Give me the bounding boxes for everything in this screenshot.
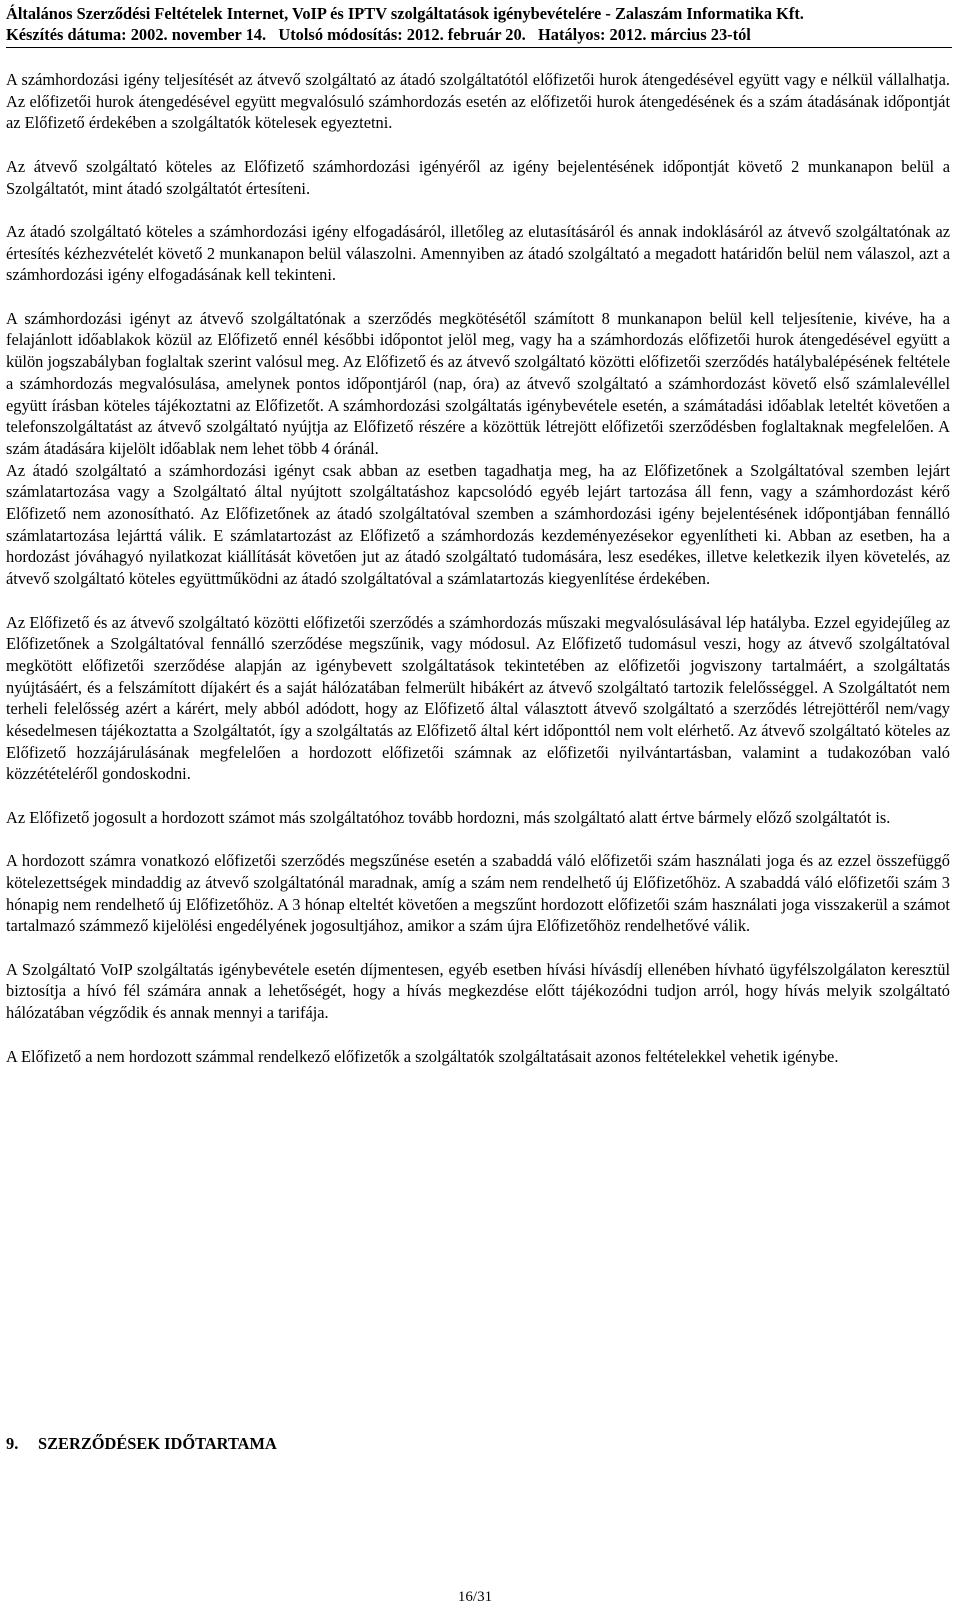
section-title: SZERZŐDÉSEK IDŐTARTAMA <box>38 1434 277 1453</box>
paragraph-number-release: A hordozott számra vonatkozó előfizetői szerződés megszűnése esetén a szabaddá váló előfizetői szám használati joga és az ezzel összefüggő kötelezettségek mindaddig az átvevő szolgáltatónál maradnak, amíg a szám nem rendelhető új Előfizetőhöz. A szabaddá váló előfizetői szám 3 hónapig nem rendelhető új Előfizetőhöz. A 3 hónap elteltét követően a megszűnt hordozott előfizetői szám használati joga visszakerül a számot tartalmazó számmező kijelölési engedélyének jogosultjához, amikor a szám újra Előfizetőhöz rendelhetővé válik. <box>6 851 950 936</box>
paragraph-porting-execution: A számhordozási igény teljesítését az átvevő szolgáltató az átadó szolgáltatótól előfizetői hurok átengedésével együtt vagy e nélkül vállalhatja. Az előfizetői hurok átengedésével együtt megvalósuló számhordozás esetén az előfizetői hurok átengedésének és a szám átadásának időpontját az Előfizető érdekében a szolgáltatók kötelesek egyeztetni. <box>6 70 950 133</box>
document-header <box>6 3 954 45</box>
paragraph-refusal-grounds: Az átadó szolgáltató a számhordozási igényt csak abban az esetben tagadhatja meg, ha az Előfizetőnek a Szolgáltatóval szemben lejárt számlatartozása vagy a Szolgáltató által nyújtott szolgáltatáshoz kapcsolódó egyéb lejárt tartozása áll fenn, vagy a számhordozást kérő Előfizető nem azonosítható. Az Előfizetőnek az átadó szolgáltatóval szemben a számhordozási igény bejelentésének időpontjában fennálló számlatartozása lejárttá válik. E számlatartozást az Előfizető a számhordozás kezdeményezésekor egyenlítheti ki. Abban az esetben, ha a hordozást jóváhagyó nyilatkozat kiállítását követően jut az átadó szolgáltató tudomására, lesz esedékes, illetve keletkezik ilyen követelés, az átvevő szolgáltató köteles együttműködni az átadó szolgáltatóval a számlatartozás kiegyenlítése érdekében. <box>6 460 950 589</box>
section-number: 9. <box>6 1434 19 1453</box>
page-number: 16/31 <box>457 1589 493 1605</box>
header-dates: Készítés dátuma: 2002. november 14. Utolsó módosítás: 2012. február 20. Hatályos: 2012. március 23-tól <box>6 25 751 44</box>
header-title: Általános Szerződési Feltételek Internet, VoIP és IPTV szolgáltatások igénybevételére - Zalaszám Informatika Kft. <box>6 4 804 23</box>
header-divider <box>6 47 952 48</box>
paragraph-further-porting: Az Előfizető jogosult a hordozott számot más szolgáltatóhoz tovább hordozni, más szolgáltató alatt értve bármely előző szolgáltatót is. <box>6 807 891 827</box>
paragraph-contract-effect: Az Előfizető és az átvevő szolgáltató közötti előfizetői szerződés a számhordozás műszaki megvalósulásával lép hatályba. Ezzel egyidejűleg az Előfizetőnek a Szolgáltatóval fennálló szerződése megszűnik, vagy módosul. Az Előfizető tudomásul veszi, hogy az átvevő szolgáltatóval megkötött előfizetői szerződése alapján az igénybevett szolgáltatások tekintetében az előfizetői jogviszony tartalmáért, a szolgáltatás nyújtásáért, és a felszámított díjakért és a saját hálózatában felmerült hibákért az átvevő szolgáltató tartozik felelősséggel. A Szolgáltatót nem terheli felelősség azért a kárért, mely abból adódott, hogy az Előfizető által választott átvevő szolgáltató a szerződés létrejöttéről nem/vagy késedelmesen tájékoztatta a Szolgáltatót, így a szolgáltatás az Előfizető által kért időponttól nem volt elérhető. Az átvevő szolgáltató köteles az Előfizető hozzájárulásának megfelelően a hordozott előfizetői számnak az előfizetői nyilvántartásban, valamint a tudakozóban való közzétételéről gondoskodni. <box>6 612 950 784</box>
paragraph-equal-terms: A Előfizető a nem hordozott számmal rendelkező előfizetők a szolgáltatók szolgáltatásait azonos feltételekkel vehetik igénybe. <box>6 1046 839 1066</box>
paragraph-tariff-info: A Szolgáltató VoIP szolgáltatás igénybevétele esetén díjmentesen, egyéb esetben hívási hívásdíj ellenében hívható ügyfélszolgálaton keresztül biztosítja a hívó fél számára annak a lehetőségét, hogy a hívás megkezdése előtt tájékozódni tudjon arról, hogy hívás melyik szolgáltató hálózatában végződik és annak mennyi a tarifája. <box>6 959 950 1023</box>
paragraph-notification: Az átvevő szolgáltató köteles az Előfizető számhordozási igényéről az igény bejelentésének időpontját követő 2 munkanapon belül a Szolgáltatót, mint átadó szolgáltatót értesíteni. <box>6 156 950 198</box>
paragraph-response: Az átadó szolgáltató köteles a számhordozási igény elfogadásáról, illetőleg az elutasításáról és annak indoklásáról az átvevő szolgáltatónak az értesítés kézhezvételét követő 2 munkanapon belül válaszolni. Amennyiben az átadó szolgáltató a megadott határidőn belül nem válaszol, azt a számhordozási igény elfogadásának kell tekinteni. <box>6 221 950 285</box>
section-heading <box>6 1433 277 1455</box>
paragraph-fulfilment-deadline: A számhordozási igényt az átvevő szolgáltatónak a szerződés megkötésétől számított 8 munkanapon belül kell teljesítenie, kivéve, ha a felajánlott időablakok közül az Előfizető ennél későbbi időpontot jelöl meg, vagy ha a számhordozás előfizetői hurok átengedésével együtt a külön jogszabályban foglaltak szerint valósul meg. Az Előfizető és az átvevő szolgáltató közötti előfizetői szerződés hatálybalépésének feltétele a számhordozás megvalósulása, amelynek pontos időpontjáról (nap, óra) az átvevő szolgáltató a számhordozást követő első számlalevéllel együtt írásban köteles tájékoztatni az Előfizetőt. A számhordozási szolgáltatás igénybevétele esetén, a számátadási időablak leteltét követően a telefonszolgáltatást az átvevő szolgáltató nyújtja az Előfizető részére a közöttük létrejött előfizetői szerződésben foglaltaknak megfelelően. A szám átadására kijelölt időablak nem lehet több 4 óránál. <box>6 308 950 458</box>
document-body <box>6 69 950 1089</box>
